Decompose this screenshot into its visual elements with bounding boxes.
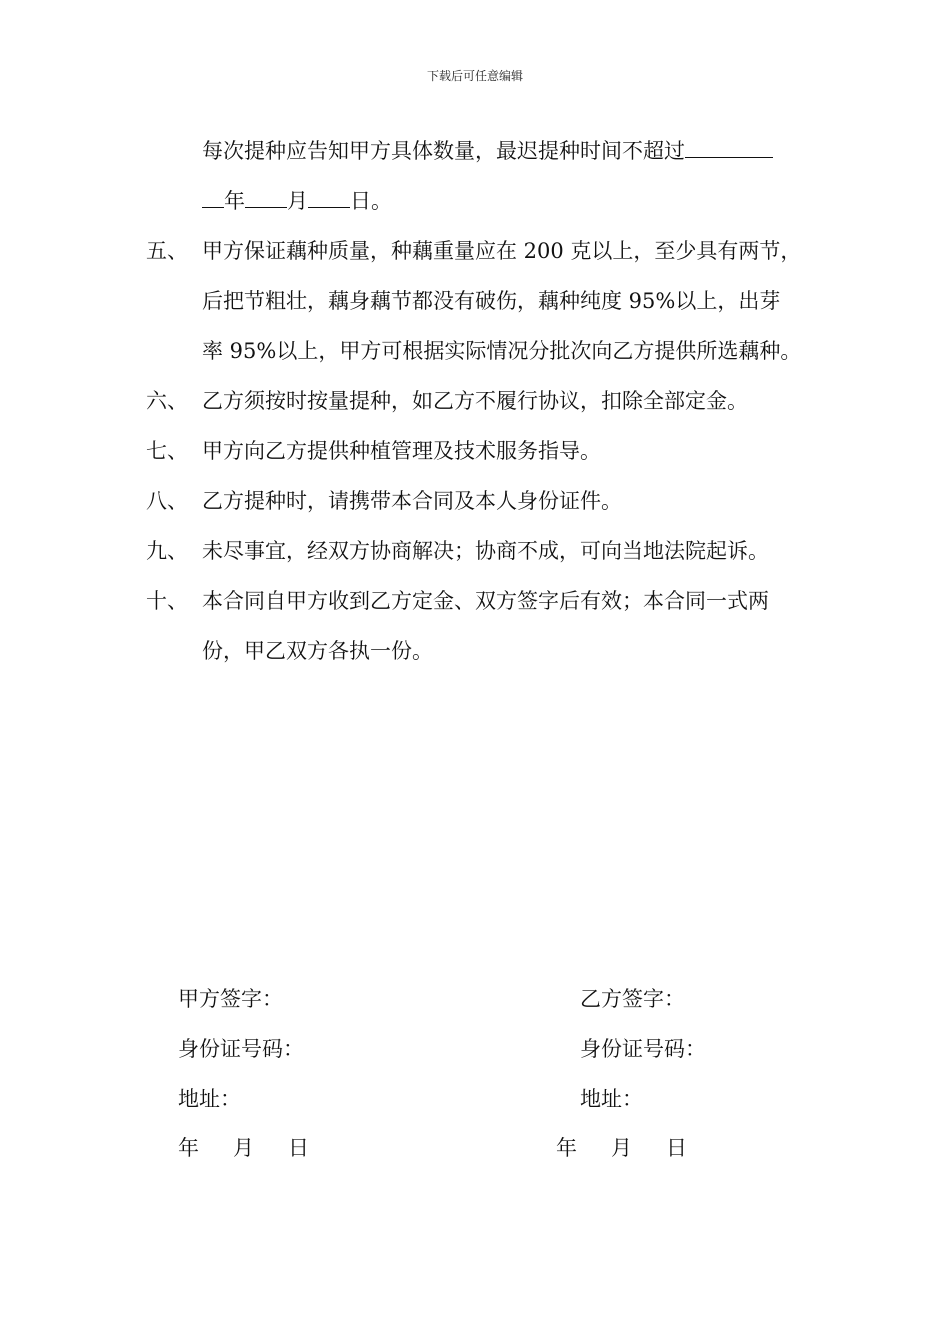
- clause-text: 甲方保证藕种质量，种藕重量应在 200 克以上，至少具有两节，: [202, 239, 802, 263]
- continuation-line-1: [202, 137, 773, 165]
- blank-line: [308, 187, 350, 208]
- clause-text: 率 95%以上，甲方可根据实际情况分批次向乙方提供所选藕种。: [202, 339, 802, 363]
- date-day: 日: [288, 1136, 309, 1160]
- date-year: 年: [178, 1136, 199, 1160]
- continuation-text: 每次提种应告知甲方具体数量，最迟提种时间不超过: [202, 139, 685, 163]
- blank-line: [202, 187, 224, 208]
- party-a-sign-label: 甲方签字：: [178, 987, 283, 1011]
- page-header: 下载后可任意编辑: [426, 69, 523, 83]
- party-a-date: [178, 1134, 309, 1162]
- party-b-address-label: 地址：: [580, 1087, 643, 1111]
- clause-text: 本合同自甲方收到乙方定金、双方签字后有效；本合同一式两: [202, 589, 769, 613]
- month-label: 月: [287, 189, 308, 213]
- clause-number: 五、: [146, 239, 188, 263]
- clause-text: 乙方须按时按量提种，如乙方不履行协议，扣除全部定金。: [202, 389, 748, 413]
- party-a-id-label: 身份证号码：: [178, 1037, 304, 1061]
- clause-text: 乙方提种时，请携带本合同及本人身份证件。: [202, 489, 622, 513]
- clause-number: 十、: [146, 589, 188, 613]
- clause-text: 甲方向乙方提供种植管理及技术服务指导。: [202, 439, 601, 463]
- clause-number: 七、: [146, 439, 188, 463]
- clause-text: 份，甲乙双方各执一份。: [202, 639, 433, 663]
- party-b-date: [556, 1134, 687, 1162]
- clause-text: 后把节粗壮，藕身藕节都没有破伤，藕种纯度 95%以上，出芽: [202, 289, 781, 313]
- date-day: 日: [666, 1136, 687, 1160]
- date-month: 月: [233, 1136, 254, 1160]
- year-label: 年: [224, 189, 245, 213]
- continuation-line-2: [202, 187, 392, 215]
- date-month: 月: [611, 1136, 632, 1160]
- clause-number: 八、: [146, 489, 188, 513]
- blank-line: [685, 137, 773, 158]
- party-a-address-label: 地址：: [178, 1087, 241, 1111]
- party-b-sign-label: 乙方签字：: [580, 987, 685, 1011]
- clause-number: 九、: [146, 539, 188, 563]
- clause-text: 未尽事宜，经双方协商解决；协商不成，可向当地法院起诉。: [202, 539, 769, 563]
- clause-number: 六、: [146, 389, 188, 413]
- party-b-id-label: 身份证号码：: [580, 1037, 706, 1061]
- day-label: 日。: [350, 189, 392, 213]
- blank-line: [245, 187, 287, 208]
- date-year: 年: [556, 1136, 577, 1160]
